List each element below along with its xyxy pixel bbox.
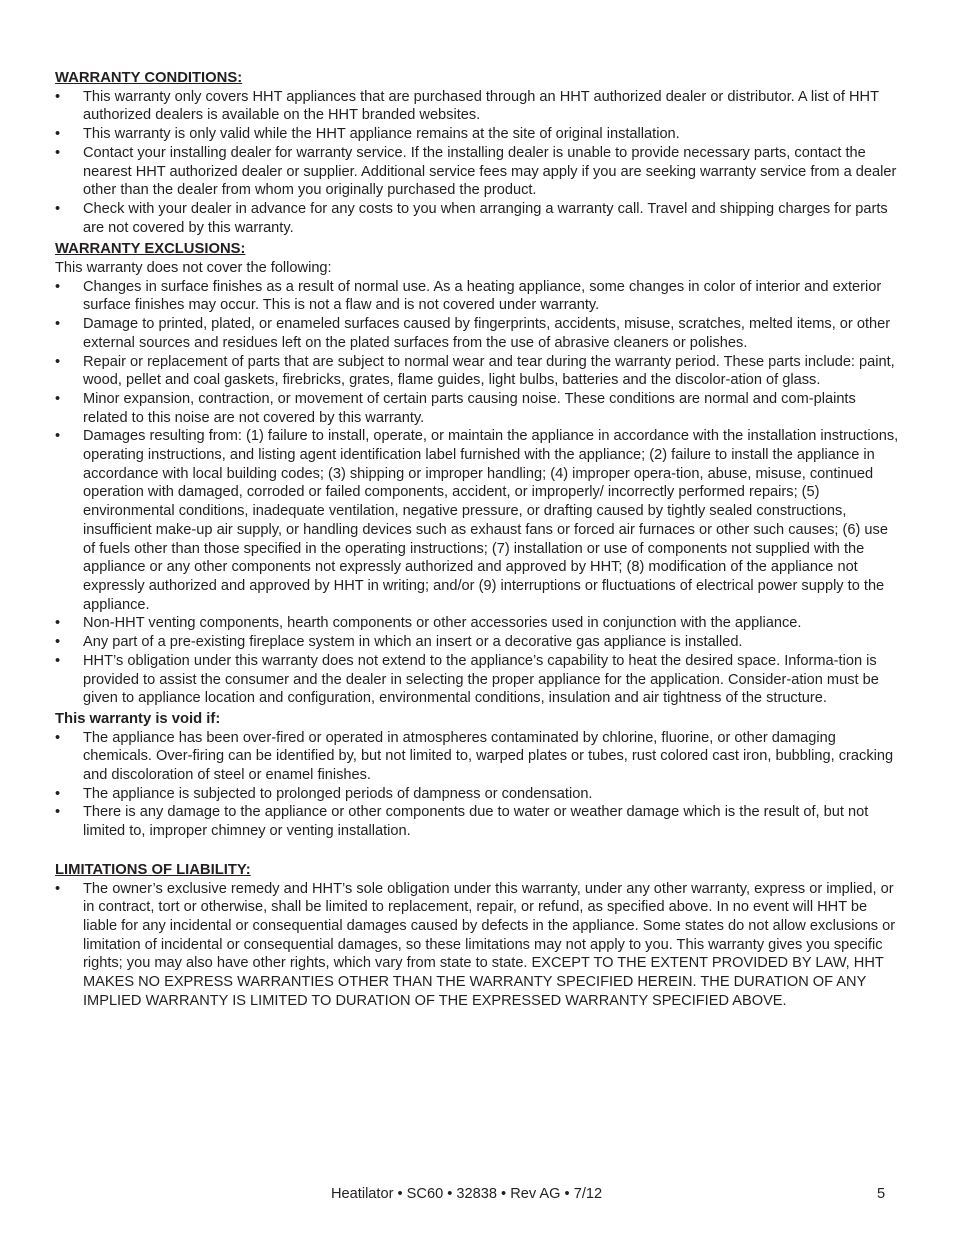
list-item — [55, 88, 901, 125]
list-item-text: Minor expansion, contraction, or movement of certain parts causing noise. These conditions are normal and com-plaints related to this noise are not covered by this warranty. — [83, 390, 856, 426]
list-item — [55, 427, 901, 614]
warranty-void-list — [55, 729, 901, 841]
list-item-text: The appliance is subjected to prolonged periods of dampness or condensation. — [83, 785, 593, 802]
list-item — [55, 353, 901, 390]
list-item — [55, 785, 901, 804]
bullet-icon: • — [55, 785, 61, 802]
warranty-conditions-section — [55, 69, 901, 237]
list-item-text: Changes in surface finishes as a result of normal use. As a heating appliance, some changes in color of interior and exterior surface finishes may occur. This is not a flaw and is not covered under warranty. — [83, 278, 882, 314]
list-item-text: This warranty only covers HHT appliances that are purchased through an HHT authorized dealer or distributor. A list of HHT authorized dealers is available on the HHT branded websites. — [83, 88, 879, 124]
warranty-exclusions-heading: WARRANTY EXCLUSIONS: — [55, 241, 246, 258]
list-item-text: HHT’s obligation under this warranty does not extend to the appliance’s capability to heat the desired space. Informa-tion is provided to assist the consumer and the dealer in selecting the proper appliance for the application. Consider-ation must be given to appliance location and configuration, environmental conditions, insulation and air tightness of the structure. — [83, 652, 879, 707]
footer-document-id: Heatilator • SC60 • 32838 • Rev AG • 7/12 — [331, 1186, 603, 1202]
bullet-icon: • — [55, 804, 61, 821]
bullet-icon: • — [55, 278, 61, 295]
list-item — [55, 278, 901, 315]
bullet-icon: • — [55, 880, 61, 897]
limitations-of-liability-heading: LIMITATIONS OF LIABILITY: — [55, 861, 251, 878]
warranty-void-heading: This warranty is void if: — [55, 710, 221, 727]
list-item-text: Check with your dealer in advance for any costs to you when arranging a warranty call. Travel and shipping charges for parts are not covered by this warranty. — [83, 200, 888, 236]
list-item — [55, 144, 901, 200]
page-number: 5 — [877, 1186, 886, 1202]
bullet-icon: • — [55, 353, 61, 370]
list-item-text: Non-HHT venting components, hearth components or other accessories used in conjunction with the appliance. — [83, 615, 802, 632]
bullet-icon: • — [55, 428, 61, 445]
list-item-text: The appliance has been over-fired or operated in atmospheres contaminated by chlorine, fluorine, or other damaging chemicals. Over-firing can be identified by, but not limited to, warped plates or tubes, rust colored cast iron, bubbling, cracking and discoloration of steel or enamel finishes. — [83, 729, 894, 784]
list-item — [55, 200, 901, 237]
warranty-exclusions-intro: This warranty does not cover the following: — [55, 260, 332, 277]
list-item-text: Contact your installing dealer for warranty service. If the installing dealer is unable to provide necessary parts, contact the nearest HHT authorized dealer or supplier. Additional service fees may apply if you are seeking warranty service from a dealer other than the dealer from whom you originally purchased the product. — [83, 144, 897, 199]
bullet-icon: • — [55, 88, 61, 105]
limitations-of-liability-section — [55, 861, 901, 1011]
list-item — [55, 390, 901, 427]
list-item — [55, 315, 901, 352]
warranty-conditions-list — [55, 88, 901, 238]
list-item-text: This warranty is only valid while the HHT appliance remains at the site of original installation. — [83, 126, 680, 143]
bullet-icon: • — [55, 615, 61, 632]
list-item-text: The owner’s exclusive remedy and HHT’s sole obligation under this warranty, under any other warranty, express or implied, or in contract, tort or otherwise, shall be limited to replacement, repair, or refund, as specified above. In no event will HHT be liable for any incidental or consequential damages caused by defects in the appliance. Some states do not allow exclusions or limitation of incidental or consequential damages, so these limitations may not apply to you. This warranty gives you specific rights; you may also have other rights, which vary from state to state. EXCEPT TO THE EXTENT PROVIDED BY LAW, HHT MAKES NO EXPRESS WARRANTIES OTHER THAN THE WARRANTY SPECIFIED HEREIN. THE DURATION OF ANY IMPLIED WARRANTY IS LIMITED TO DURATION OF THE EXPRESSED WARRANTY SPECIFIED ABOVE. — [83, 880, 896, 1009]
list-item-text: There is any damage to the appliance or other components due to water or weather damage which is the result of, but not limited to, improper chimney or venting installation. — [83, 804, 869, 840]
warranty-exclusions-section — [55, 240, 901, 708]
bullet-icon: • — [55, 126, 61, 143]
warranty-void-section — [55, 710, 901, 841]
list-item — [55, 880, 901, 1011]
list-item — [55, 729, 901, 785]
bullet-icon: • — [55, 634, 61, 651]
bullet-icon: • — [55, 316, 61, 333]
bullet-icon: • — [55, 144, 61, 161]
bullet-icon: • — [55, 390, 61, 407]
list-item-text: Damage to printed, plated, or enameled surfaces caused by fingerprints, accidents, misuse, scratches, melted items, or other external sources and residues left on the plated surfaces from the use of abrasive cleaners or polishes. — [83, 316, 891, 351]
warranty-exclusions-list — [55, 278, 901, 708]
list-item — [55, 652, 901, 708]
bullet-icon: • — [55, 652, 61, 669]
bullet-icon: • — [55, 729, 61, 746]
bullet-icon: • — [55, 200, 61, 217]
list-item-text: Any part of a pre-existing fireplace system in which an insert or a decorative gas appliance is installed. — [83, 634, 743, 651]
limitations-of-liability-list — [55, 880, 901, 1011]
list-item-text: Damages resulting from: (1) failure to install, operate, or maintain the appliance in accordance with the installation instructions, operating instructions, and listing agent identification label furnished with the appliance; (2) failure to install the appliance in accordance with local building codes; (3) shipping or improper handling; (4) improper opera-tion, abuse, misuse, continued operation with damaged, corroded or failed components, accident, or improperly/ incorrectly performed repairs; (5) environmental conditions, inadequate ventilation, negative pressure, or drafting caused by tightly sealed constructions, insufficient make-up air supply, or handling devices such as exhaust fans or forced air furnaces or other such causes; (6) use of fuels other than those specified in the operating instructions; (7) installation or use of components not supplied with the appliance or any other components not expressly authorized and approved by HHT; (8) modification of the appliance not expressly authorized and approved by HHT in writing; and/or (9) interruptions or fluctuations of electrical power supply to the appliance. — [83, 428, 899, 613]
list-item-text: Repair or replacement of parts that are subject to normal wear and tear during the warranty period. These parts include: paint, wood, pellet and coal gaskets, firebricks, grates, flame guides, light bulbs, batteries and the discolor-ation of glass. — [83, 353, 895, 389]
list-item — [55, 803, 901, 840]
page-footer — [0, 1185, 954, 1205]
list-item — [55, 614, 901, 633]
list-item — [55, 633, 901, 652]
document-page — [55, 69, 901, 1010]
list-item — [55, 125, 901, 144]
warranty-conditions-heading: WARRANTY CONDITIONS: — [55, 70, 243, 86]
